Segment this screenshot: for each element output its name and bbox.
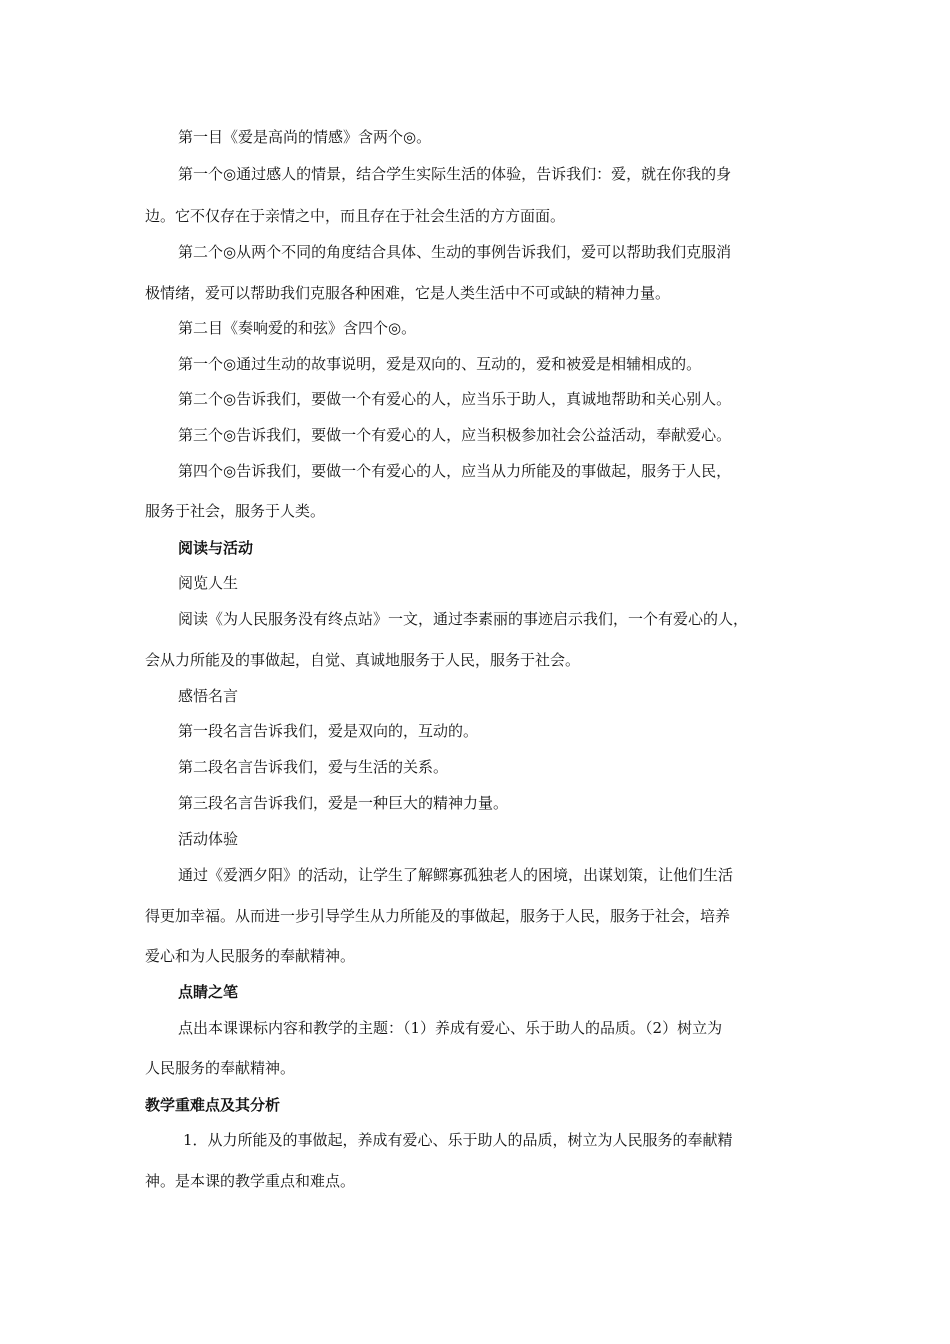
paragraph-line: 极情绪，爱可以帮助我们克服各种困难，它是人类生活中不可或缺的精神力量。 [145, 284, 671, 302]
paragraph-line: 通过《爱洒夕阳》的活动，让学生了解鳏寡孤独老人的困境，出谋划策，让他们生活 [178, 866, 734, 884]
paragraph-line: 服务于社会，服务于人类。 [145, 502, 326, 520]
paragraph-line: 第二段名言告诉我们，爱与生活的关系。 [178, 758, 449, 776]
section-heading: 阅读与活动 [178, 539, 254, 557]
paragraph-line: 第一个◎通过感人的情景，结合学生实际生活的体验，告诉我们：爱，就在你我的身 [178, 165, 732, 183]
subsection-heading: 感悟名言 [178, 687, 239, 705]
paragraph-line: 阅读《为人民服务没有终点站》一文，通过李素丽的事迹启示我们，一个有爱心的人， [178, 610, 749, 628]
paragraph-line: 人民服务的奉献精神。 [145, 1059, 296, 1077]
paragraph-line: 第二个◎告诉我们，要做一个有爱心的人，应当乐于助人，真诚地帮助和关心别人。 [178, 390, 732, 408]
subsection-heading: 活动体验 [178, 830, 239, 848]
paragraph-line: 第二个◎从两个不同的角度结合具体、生动的事例告诉我们，爱可以帮助我们克服消 [178, 243, 732, 261]
paragraph-line: 1．从力所能及的事做起，养成有爱心、乐于助人的品质，树立为人民服务的奉献精 [183, 1131, 733, 1149]
section-heading: 教学重难点及其分析 [145, 1096, 281, 1114]
paragraph-line: 第一目《爱是高尚的情感》含两个◎。 [178, 128, 432, 146]
paragraph-line: 会从力所能及的事做起，自觉、真诚地服务于人民，服务于社会。 [145, 651, 581, 669]
paragraph-line: 边。它不仅存在于亲情之中，而且存在于社会生活的方方面面。 [145, 207, 566, 225]
paragraph-line: 点出本课课标内容和教学的主题：（1）养成有爱心、乐于助人的品质。（2）树立为 [178, 1019, 723, 1037]
section-heading: 点睛之笔 [178, 983, 239, 1001]
paragraph-line: 第一个◎通过生动的故事说明，爱是双向的、互动的，爱和被爱是相辅相成的。 [178, 355, 702, 373]
subsection-heading: 阅览人生 [178, 574, 239, 592]
paragraph-line: 第三个◎告诉我们，要做一个有爱心的人，应当积极参加社会公益活动，奉献爱心。 [178, 426, 732, 444]
paragraph-line: 神。是本课的教学重点和难点。 [145, 1172, 356, 1190]
paragraph-line: 得更加幸福。从而进一步引导学生从力所能及的事做起，服务于人民，服务于社会，培养 [145, 907, 731, 925]
paragraph-line: 第四个◎告诉我们，要做一个有爱心的人，应当从力所能及的事做起，服务于人民， [178, 462, 732, 480]
paragraph-line: 第二目《奏响爱的和弦》含四个◎。 [178, 319, 417, 337]
paragraph-line: 第三段名言告诉我们，爱是一种巨大的精神力量。 [178, 794, 509, 812]
paragraph-line: 爱心和为人民服务的奉献精神。 [145, 947, 356, 965]
paragraph-line: 第一段名言告诉我们，爱是双向的，互动的。 [178, 722, 479, 740]
